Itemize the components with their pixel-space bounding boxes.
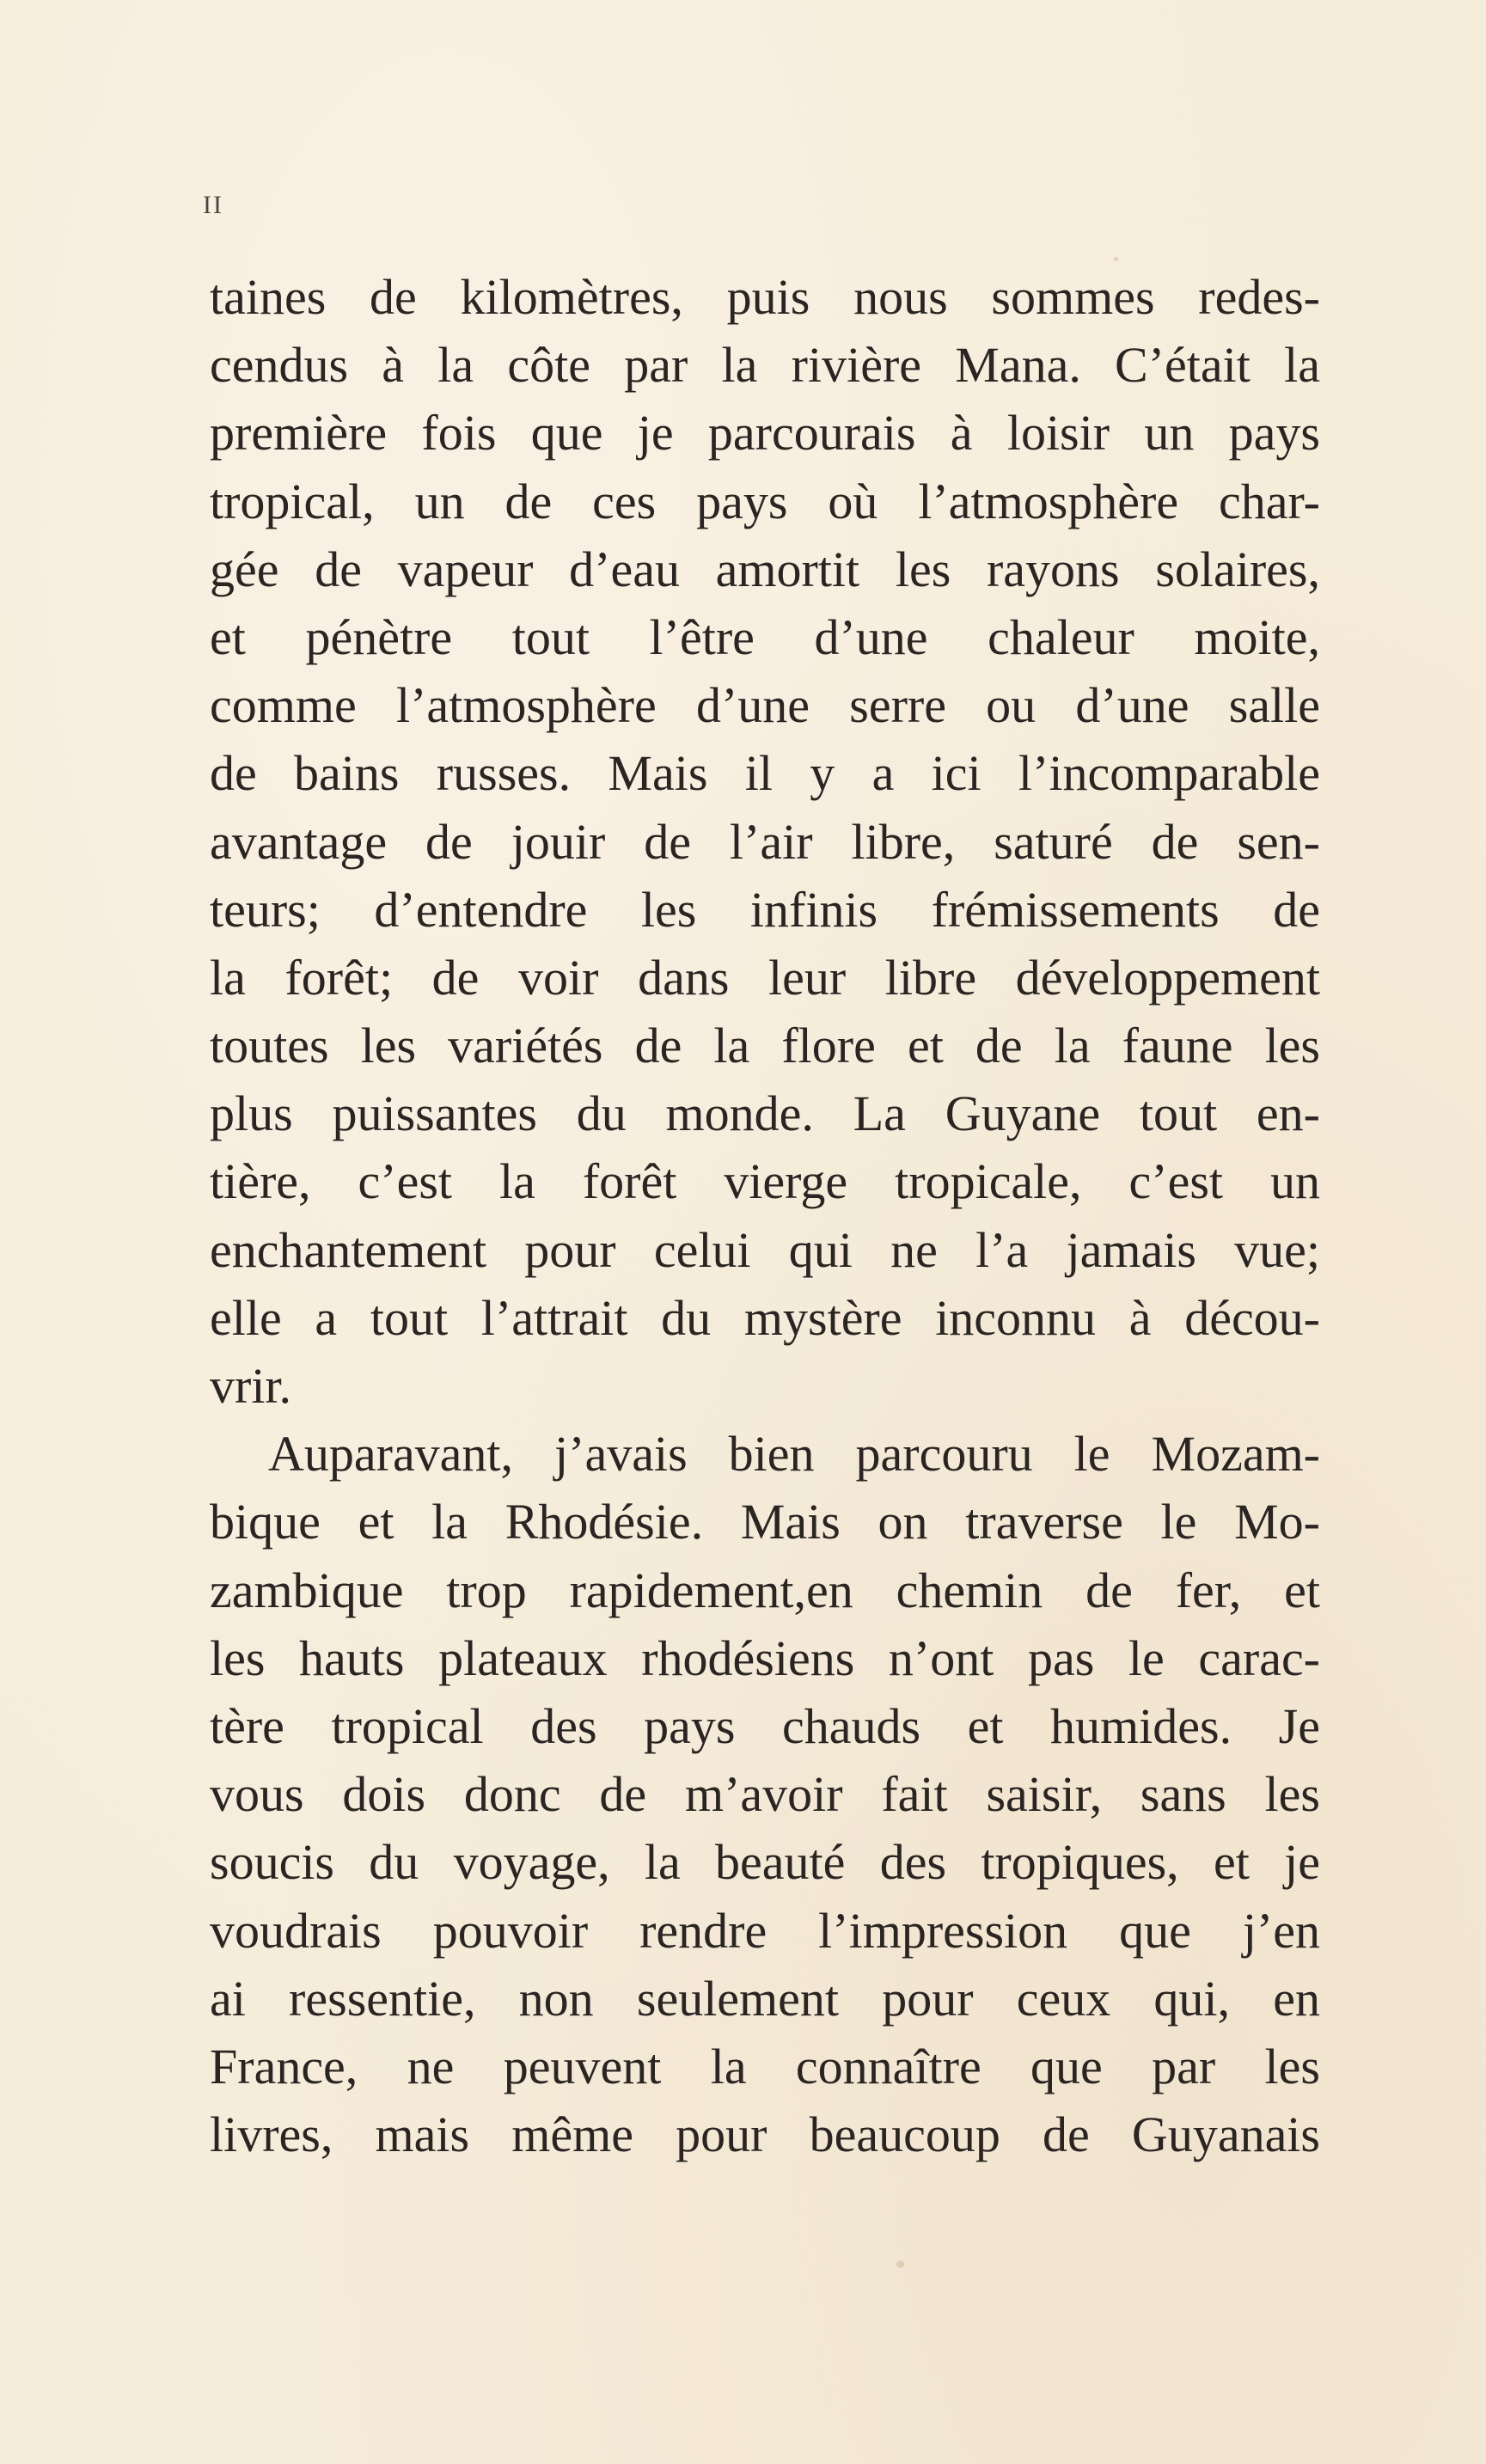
text-line: Auparavant, j’avais bien parcouru le Mozam- [268,1426,1320,1483]
text-line: toutes les variétés de la flore et de la faune les [210,1018,1320,1074]
text-line: elle a tout l’attrait du mystère inconnu à décou- [210,1289,1320,1346]
text-line: livres, mais même pour beaucoup de Guyanais [210,2106,1320,2163]
text-line: la forêt; de voir dans leur libre développement [210,949,1320,1006]
text-line: bique et la Rhodésie. Mais on traverse le Mo- [210,1494,1320,1550]
text-line: avantage de jouir de l’air libre, saturé de sen- [210,813,1320,870]
text-line: de bains russes. Mais il y a ici l’incomparable [210,745,1320,802]
paper-foxing-spot [896,2260,904,2268]
paragraph [210,263,1320,1420]
text-line: les hauts plateaux rhodésiens n’ont pas le carac- [210,1629,1320,1686]
text-line: France, ne peuvent la connaître que par les [210,2038,1320,2094]
text-line: soucis du voyage, la beauté des tropiques, et je [210,1834,1320,1891]
text-line: plus puissantes du monde. La Guyane tout en- [210,1085,1320,1142]
text-line: zambique trop rapidement,en chemin de fer, et [210,1562,1320,1618]
text-line: taines de kilomètres, puis nous sommes redes- [210,269,1320,325]
text-line: première fois que je parcourais à loisir un pays [210,405,1320,462]
text-line: teurs; d’entendre les infinis frémissements de [210,881,1320,938]
body-text [210,263,1320,2168]
text-line: comme l’atmosphère d’une serre ou d’une salle [210,677,1320,734]
text-line: tropical, un de ces pays où l’atmosphère char- [210,473,1320,529]
text-line: vrir. [210,1358,292,1414]
text-line: tière, c’est la forêt vierge tropicale, c’est un [210,1153,1320,1210]
text-line: gée de vapeur d’eau amortit les rayons solaires, [210,541,1320,597]
page-number: II [203,191,223,219]
text-line: ai ressentie, non seulement pour ceux qui, en [210,1970,1320,2027]
text-line: et pénètre tout l’être d’une chaleur moite, [210,608,1320,665]
text-line: voudrais pouvoir rendre l’impression que j’en [210,1902,1320,1959]
text-line: enchantement pour celui qui ne l’a jamais vue; [210,1221,1320,1278]
paragraph [210,1420,1320,2168]
text-line: tère tropical des pays chauds et humides. Je [210,1697,1320,1754]
text-line: vous dois donc de m’avoir fait saisir, sans les [210,1766,1320,1823]
text-line: cendus à la côte par la rivière Mana. C’était la [210,337,1320,394]
paper-foxing-spot [1114,257,1118,261]
